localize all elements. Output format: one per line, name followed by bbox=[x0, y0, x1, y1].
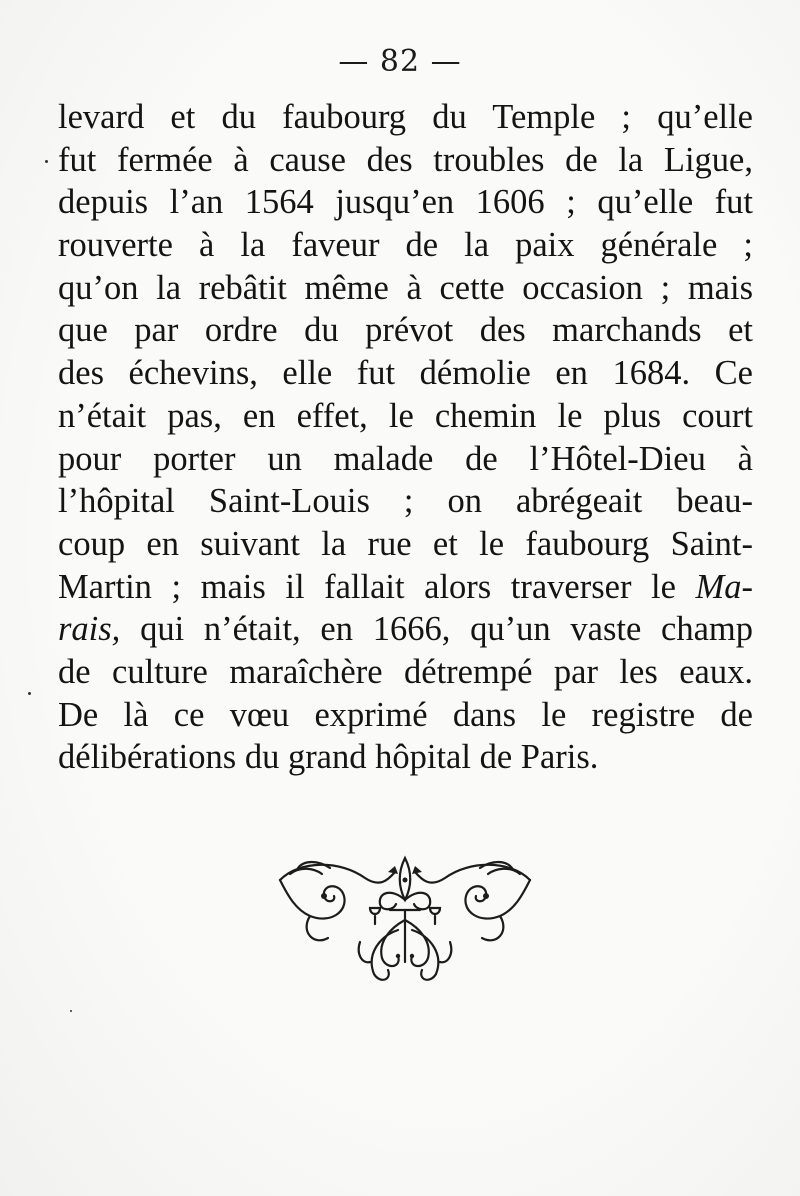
text-line: de culture maraîchère détrempé par les eaux. bbox=[58, 652, 753, 691]
body-text bbox=[58, 96, 753, 779]
text-line: n’était pas, en effet, le chemin le plus court bbox=[58, 396, 753, 435]
text-line: des échevins, elle fut démolie en 1684. Ce bbox=[58, 354, 753, 393]
text-segment: qui n’était, en 1666, qu’un vaste champ bbox=[120, 610, 753, 649]
text-line: levard et du faubourg du Temple ; qu’elle bbox=[58, 98, 753, 136]
text-line: depuis l’an 1564 jusqu’en 1606 ; qu’elle fut bbox=[58, 183, 753, 222]
text-line bbox=[58, 566, 753, 609]
text-line bbox=[58, 608, 753, 651]
text-line: rouverte à la faveur de la paix générale ; bbox=[58, 226, 753, 265]
text-line: fut fermée à cause des troubles de la Ligue, bbox=[58, 140, 753, 179]
italic-segment: rais, bbox=[58, 610, 121, 649]
text-line: délibérations du grand hôpital de Paris. bbox=[58, 738, 599, 777]
text-line: coup en suivant la rue et le faubourg Saint- bbox=[58, 524, 753, 563]
paper-speck bbox=[28, 692, 31, 695]
text-segment: Martin ; mais il fallait alors traverser le bbox=[58, 567, 676, 606]
fleur-de-lis-scroll-ornament-icon bbox=[270, 850, 540, 990]
page-number: — 82 — bbox=[338, 44, 462, 79]
text-line: pour porter un malade de l’Hôtel-Dieu à bbox=[58, 439, 753, 478]
text-line: De là ce vœu exprimé dans le registre de bbox=[58, 695, 753, 734]
text-line: que par ordre du prévot des marchands et bbox=[58, 311, 753, 350]
text-line: qu’on la rebâtit même à cette occasion ; mais bbox=[58, 268, 753, 307]
italic-segment: Ma- bbox=[695, 567, 753, 606]
text-line: l’hôpital Saint-Louis ; on abrégeait beau- bbox=[58, 482, 753, 521]
paper-speck bbox=[70, 1010, 72, 1012]
paper-speck bbox=[45, 160, 48, 163]
